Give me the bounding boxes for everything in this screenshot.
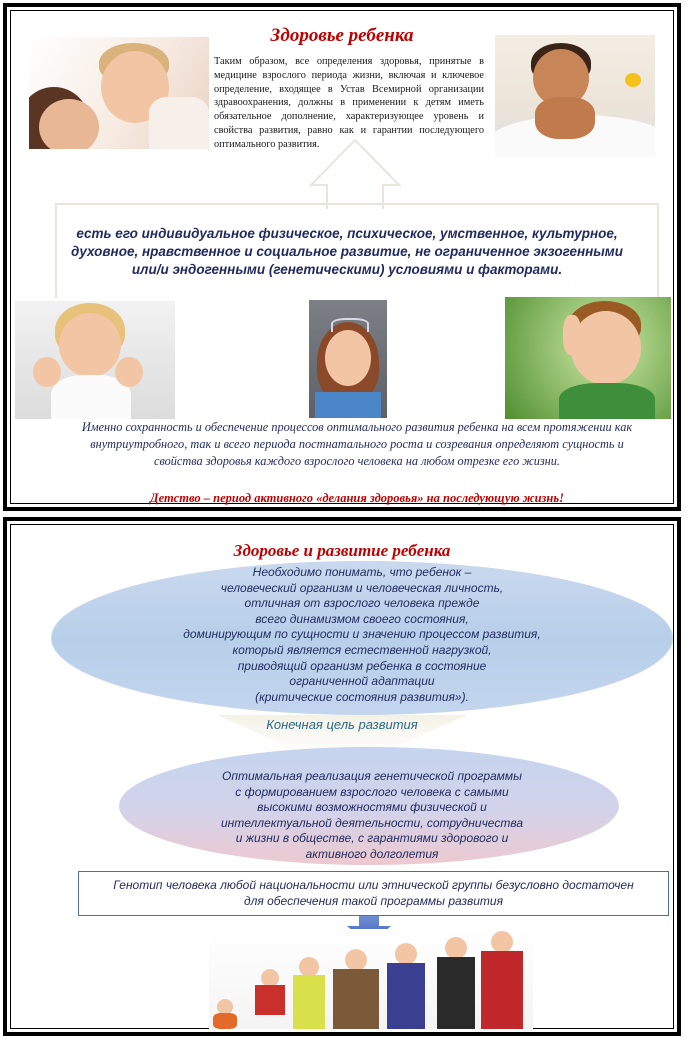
slide-child-health-development xyxy=(3,517,681,1036)
slide1-title: Здоровье ребенка xyxy=(270,25,414,46)
girl-crown-photo xyxy=(309,300,387,418)
slide-child-health xyxy=(3,3,681,511)
boy-thumbs-up-photo xyxy=(505,297,671,419)
slide2-title: Здоровье и развитие ребенка xyxy=(233,541,451,560)
genotype-box: Генотип человека любой национальности или этнической группы безусловно достаточен для обеспечения такой программы развития xyxy=(78,871,669,916)
development-text: Необходимо понимать, что ребенок – человеческий организм и человеческая личность, отличная от взрослого человека прежде всего динамизмом своего состояния, доминирующим по сущности и значению процессом развития, который является естественной нагрузкой, приводящий организм ребенка в состояние ограниченной адаптации (критические состояния развития»). xyxy=(183,565,541,704)
slide1-conclusion: Именно сохранность и обеспечение процессов оптимального развития ребенка на всем протяжении как внутриутробного, так и всего периода постнатального роста и созревания определяют сущность и свойства здоровья каждого взрослого человека на любом отрезке его жизни. xyxy=(81,420,633,468)
slide1-quote: есть его индивидуальное физическое, психическое, умственное, культурное, духовное, нравственное и социальное развитие, не ограниченное экзогенными или/и эндогенными (генетическими) условиями и факторами. xyxy=(70,226,624,277)
slide1-intro-text: Таким образом, все определения здоровья, принятые в медицине взрослого периода жизни, включая и ключевое определение, входящее в Устав Всемирной организации здравоохранения, должны в применении к детям иметь обязательное дополнение, характеризующее уровень и свойства развития, равно как и гарантии последующего оптимального развития. xyxy=(214,56,484,150)
genetic-program-text: Оптимальная реализация генетической программы с формированием взрослого человека с самыми высокими возможностями физической и интеллектуальной деятельности, сотрудничества и жизни в обществе, с гарантиями здорового и активного долголетия xyxy=(220,769,523,861)
slide1-slogan: Детство – период активного «делания здоровья» на последующую жизнь! xyxy=(150,491,564,505)
girl-thumbs-up-photo xyxy=(15,301,175,419)
goal-label: Конечная цель развития xyxy=(266,717,418,732)
children-group-photo xyxy=(209,929,533,1029)
down-arrow-icon xyxy=(7,521,677,951)
